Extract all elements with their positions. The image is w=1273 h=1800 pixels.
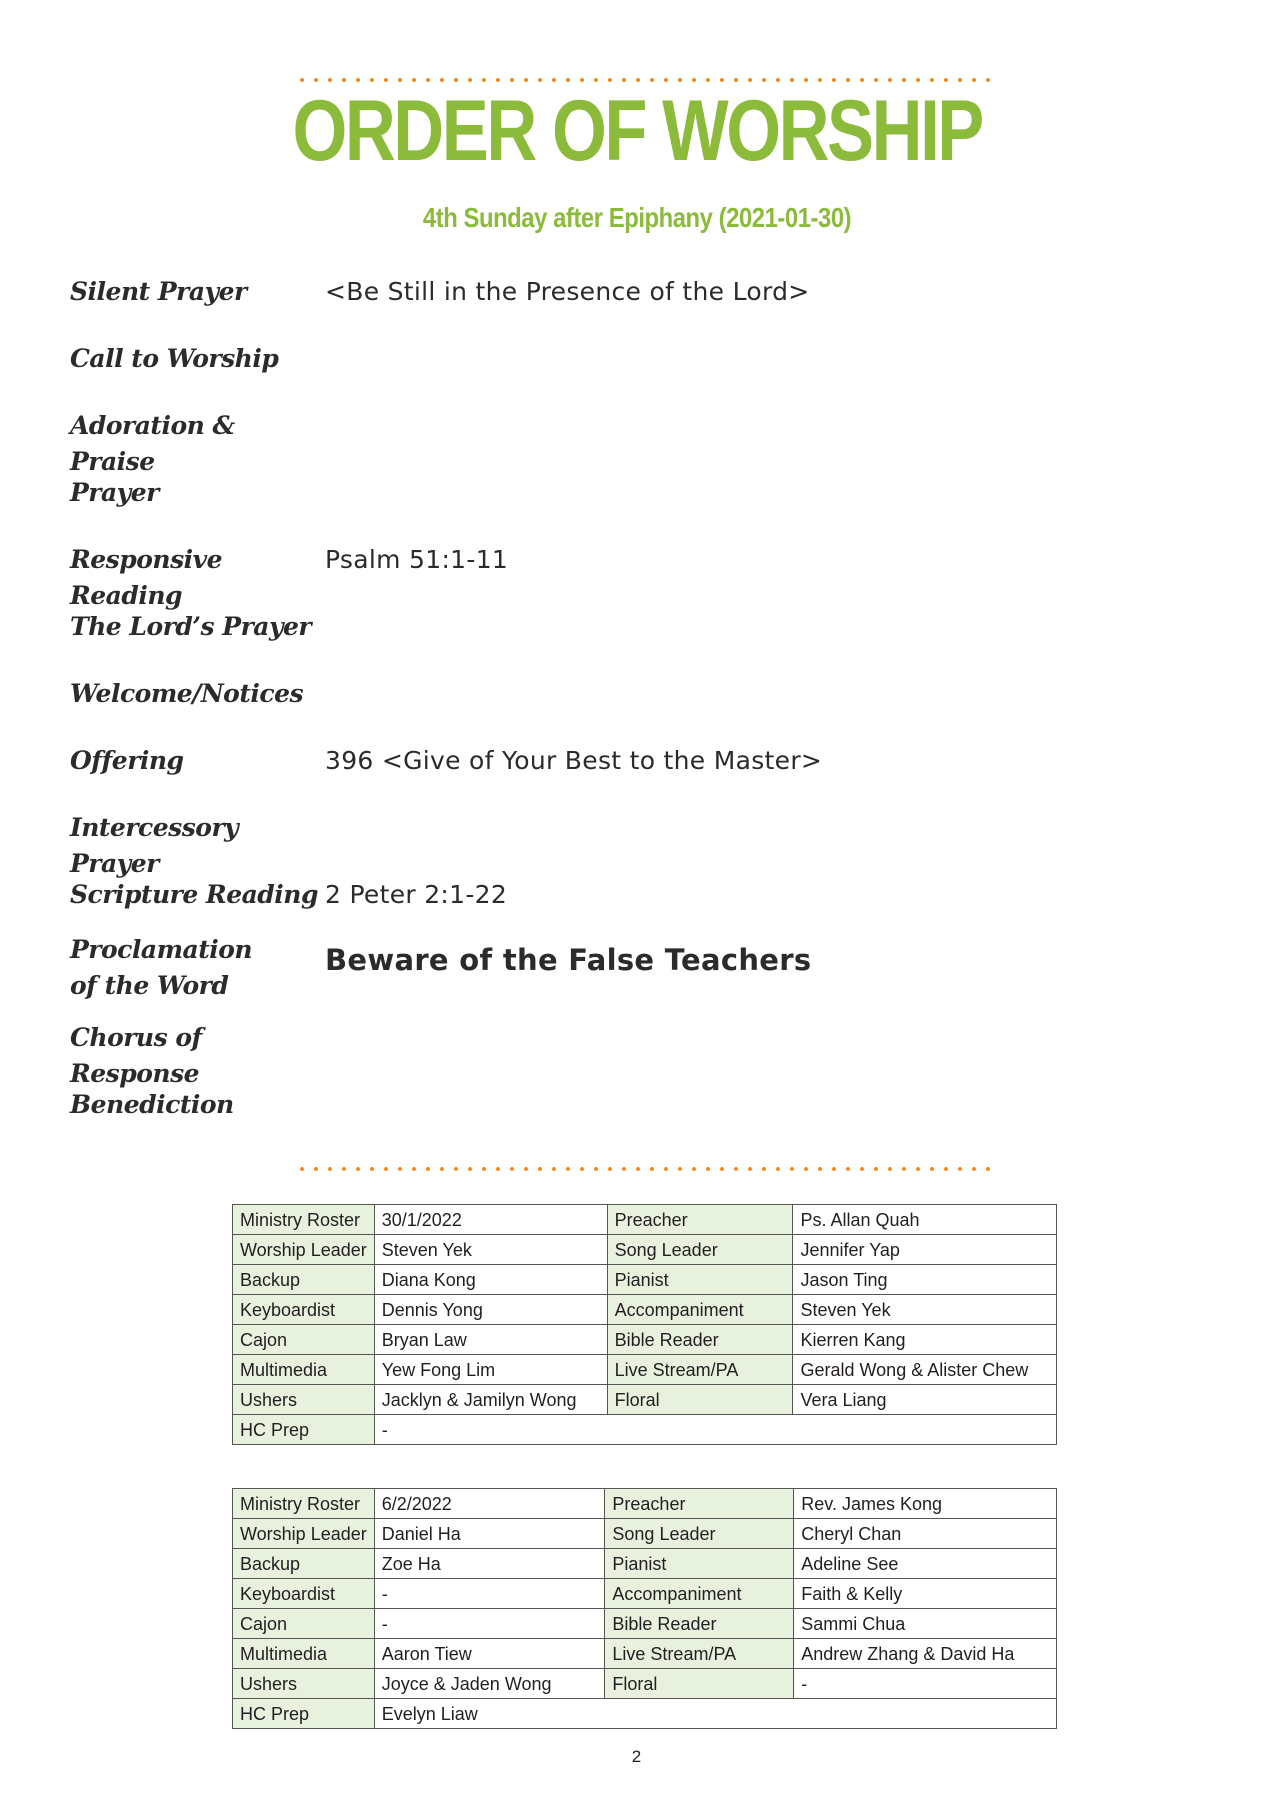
order-item <box>70 404 1200 476</box>
roster-name-cell: - <box>374 1415 1056 1445</box>
order-item-label: Adoration & Praise <box>70 411 235 476</box>
order-item-label-line: of the Word <box>70 971 229 1000</box>
order-item <box>70 806 1200 878</box>
ministry-roster-table-1 <box>232 1204 1057 1445</box>
order-item-label: Silent Prayer <box>70 277 247 306</box>
roster-role-cell: Preacher <box>605 1489 794 1519</box>
table-row <box>233 1205 1057 1235</box>
roster-role-cell: Multimedia <box>233 1639 375 1669</box>
roster-name-cell: Daniel Ha <box>374 1519 605 1549</box>
roster-role-cell: Song Leader <box>605 1519 794 1549</box>
roster-name-cell: Zoe Ha <box>374 1549 605 1579</box>
roster-body <box>233 1489 1057 1729</box>
roster-name-cell: Dennis Yong <box>374 1295 607 1325</box>
roster-role-cell: Cajon <box>233 1609 375 1639</box>
roster-role-cell: Worship Leader <box>233 1519 375 1549</box>
roster-role-cell: Accompaniment <box>605 1579 794 1609</box>
order-item <box>70 1016 1200 1088</box>
order-item-label: Prayer <box>70 478 159 507</box>
roster-name-cell: Joyce & Jaden Wong <box>374 1669 605 1699</box>
roster-body <box>233 1205 1057 1445</box>
roster-role-cell: HC Prep <box>233 1699 375 1729</box>
order-item <box>70 270 1200 337</box>
order-item <box>70 928 1200 1016</box>
roster-role-cell: Song Leader <box>607 1235 793 1265</box>
roster-role-cell: Multimedia <box>233 1355 375 1385</box>
table-row <box>233 1235 1057 1265</box>
roster-name-cell: Gerald Wong & Alister Chew <box>793 1355 1057 1385</box>
roster-role-cell: Live Stream/PA <box>605 1639 794 1669</box>
roster-role-cell: Ushers <box>233 1669 375 1699</box>
roster-name-cell: Jason Ting <box>793 1265 1057 1295</box>
order-item-label <box>70 932 320 1004</box>
roster-role-cell: Pianist <box>607 1265 793 1295</box>
roster-name-cell: Jacklyn & Jamilyn Wong <box>374 1385 607 1415</box>
sermon-title: Beware of the False Teachers <box>325 943 812 977</box>
roster-role-cell: Pianist <box>605 1549 794 1579</box>
order-item-label: Responsive Reading <box>70 545 223 610</box>
roster-name-cell: Sammi Chua <box>794 1609 1057 1639</box>
roster-role-cell: Ministry Roster <box>233 1205 375 1235</box>
order-item <box>70 739 1200 806</box>
roster-role-cell: HC Prep <box>233 1415 375 1445</box>
roster-role-cell: Backup <box>233 1265 375 1295</box>
order-item-value: 396 <Give of Your Best to the Master> <box>325 746 823 775</box>
roster-name-cell: Aaron Tiew <box>374 1639 605 1669</box>
roster-name-cell: Cheryl Chan <box>794 1519 1057 1549</box>
page-subtitle: 4th Sunday after Epiphany (2021-01-30) <box>422 202 852 233</box>
order-item-label: Intercessory Prayer <box>70 813 239 878</box>
table-row <box>233 1669 1057 1699</box>
table-row <box>233 1415 1057 1445</box>
table-row <box>233 1265 1057 1295</box>
ministry-roster-table-2 <box>232 1488 1057 1729</box>
page-number: 2 <box>631 1747 642 1766</box>
roster-name-cell: Steven Yek <box>793 1295 1057 1325</box>
roster-role-cell: Preacher <box>607 1205 793 1235</box>
roster-role-cell: Live Stream/PA <box>607 1355 793 1385</box>
roster-role-cell: Bible Reader <box>607 1325 793 1355</box>
roster-name-cell: Adeline See <box>794 1549 1057 1579</box>
table-row <box>233 1489 1057 1519</box>
order-item-value: <Be Still in the Presence of the Lord> <box>325 277 810 306</box>
bottom-dotted-divider <box>295 1166 995 1172</box>
order-item-label: Call to Worship <box>70 344 279 373</box>
table-row <box>233 1699 1057 1729</box>
table-row <box>233 1325 1057 1355</box>
order-item-label: Benediction <box>70 1090 234 1119</box>
roster-name-cell: Jennifer Yap <box>793 1235 1057 1265</box>
table-row <box>233 1295 1057 1325</box>
table-row <box>233 1519 1057 1549</box>
table-row <box>233 1549 1057 1579</box>
roster-name-cell: Evelyn Liaw <box>374 1699 1056 1729</box>
roster-name-cell: - <box>374 1609 605 1639</box>
table-row <box>233 1385 1057 1415</box>
roster-name-cell: Vera Liang <box>793 1385 1057 1415</box>
roster-name-cell: - <box>794 1669 1057 1699</box>
order-item-label-line: Proclamation <box>70 935 253 964</box>
roster-role-cell: Keyboardist <box>233 1579 375 1609</box>
order-item-value: 2 Peter 2:1-22 <box>325 880 508 909</box>
roster-name-cell: Kierren Kang <box>793 1325 1057 1355</box>
roster-role-cell: Floral <box>607 1385 793 1415</box>
roster-role-cell: Floral <box>605 1669 794 1699</box>
roster-role-cell: Worship Leader <box>233 1235 375 1265</box>
order-item <box>70 1083 1200 1150</box>
roster-name-cell: Diana Kong <box>374 1265 607 1295</box>
order-item-label: The Lord’s Prayer <box>70 612 312 641</box>
order-item-value: Psalm 51:1-11 <box>325 545 509 574</box>
roster-name-cell: Steven Yek <box>374 1235 607 1265</box>
roster-role-cell: Ushers <box>233 1385 375 1415</box>
roster-role-cell: Ministry Roster <box>233 1489 375 1519</box>
roster-role-cell: Accompaniment <box>607 1295 793 1325</box>
order-of-worship-list <box>70 270 1200 1150</box>
roster-name-cell: Bryan Law <box>374 1325 607 1355</box>
order-item <box>70 605 1200 672</box>
roster-name-cell: Yew Fong Lim <box>374 1355 607 1385</box>
roster-name-cell: Ps. Allan Quah <box>793 1205 1057 1235</box>
order-item <box>70 538 1200 610</box>
table-row <box>233 1579 1057 1609</box>
roster-name-cell: Rev. James Kong <box>794 1489 1057 1519</box>
order-item-label: Welcome/Notices <box>70 679 304 708</box>
roster-role-cell: Keyboardist <box>233 1295 375 1325</box>
roster-name-cell: 30/1/2022 <box>374 1205 607 1235</box>
order-item <box>70 471 1200 538</box>
roster-role-cell: Cajon <box>233 1325 375 1355</box>
roster-name-cell: - <box>374 1579 605 1609</box>
table-row <box>233 1355 1057 1385</box>
order-item-label: Chorus of Response <box>70 1023 202 1088</box>
roster-name-cell: Andrew Zhang & David Ha <box>794 1639 1057 1669</box>
order-item-label: Offering <box>70 746 184 775</box>
roster-role-cell: Bible Reader <box>605 1609 794 1639</box>
order-item <box>70 672 1200 739</box>
roster-role-cell: Backup <box>233 1549 375 1579</box>
page-title: ORDER OF WORSHIP <box>292 83 982 179</box>
order-item <box>70 337 1200 404</box>
order-item-label: Scripture Reading <box>70 880 318 909</box>
roster-name-cell: 6/2/2022 <box>374 1489 605 1519</box>
roster-name-cell: Faith & Kelly <box>794 1579 1057 1609</box>
table-row <box>233 1609 1057 1639</box>
order-item <box>70 873 1200 928</box>
table-row <box>233 1639 1057 1669</box>
